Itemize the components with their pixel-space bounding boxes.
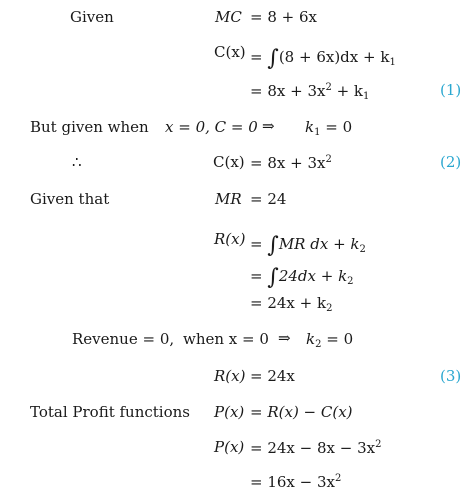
total-profit-label: Total Profit functions — [30, 403, 190, 421]
cx2-lhs: C(x) — [213, 153, 245, 171]
rx-lhs: R(x) — [214, 230, 246, 248]
k1-zero: $k_1 = 0$ — [305, 118, 353, 138]
rx3-rhs: = 24x — [250, 367, 295, 385]
cx2-rhs: = $8x + 3x^2$ — [250, 154, 332, 172]
equation-number-1: (1) — [440, 81, 462, 99]
px2-lhs: P(x) — [214, 438, 245, 456]
rx3-lhs: R(x) — [214, 367, 246, 385]
given-label: Given — [70, 8, 114, 26]
implies-arrow-1: ⇒ — [262, 117, 275, 135]
mc-lhs: MC — [215, 8, 242, 26]
rx-integral: = ∫MR dx + $k_2$ — [250, 233, 366, 258]
mr-rhs: = 24 — [250, 190, 287, 208]
but-given-label: But given when — [30, 118, 149, 136]
cx-result: = $8x + 3x^2 + k_1$ — [250, 82, 370, 102]
integral-sign: ∫ — [267, 46, 279, 71]
px-rhs: = R(x) − C(x) — [250, 403, 353, 421]
integral-sign: ∫ — [267, 265, 279, 290]
implies-arrow-2: ⇒ — [278, 329, 291, 347]
rx-integral-2: = $\int 24dx + k_2$ — [250, 265, 354, 290]
integral-sign: ∫ — [267, 233, 279, 258]
px3-rhs: = $16x - 3x^2$ — [250, 473, 342, 491]
k2-zero: $k_2 = 0$ — [306, 330, 354, 350]
condition-x0: x = 0, C = 0 — [165, 118, 258, 136]
equation-number-2: (2) — [440, 153, 462, 171]
px-lhs: P(x) — [214, 403, 245, 421]
given-that-label: Given that — [30, 190, 110, 208]
equation-number-3: (3) — [440, 367, 462, 385]
revenue-zero-label: Revenue = 0, — [72, 330, 175, 348]
when-x0: when x = 0 — [183, 330, 269, 348]
cx-lhs: C(x) — [214, 43, 246, 61]
mc-rhs: = 8 + 6x — [250, 8, 317, 26]
therefore-symbol: ∴ — [72, 153, 82, 171]
cx-integral: = $\int(8 + 6x)dx + k_1$ — [250, 46, 396, 71]
rx-result: = $24x + k_2$ — [250, 294, 333, 314]
mr-lhs: MR — [215, 190, 242, 208]
px2-rhs: = $24x - 8x - 3x^2$ — [250, 439, 382, 457]
